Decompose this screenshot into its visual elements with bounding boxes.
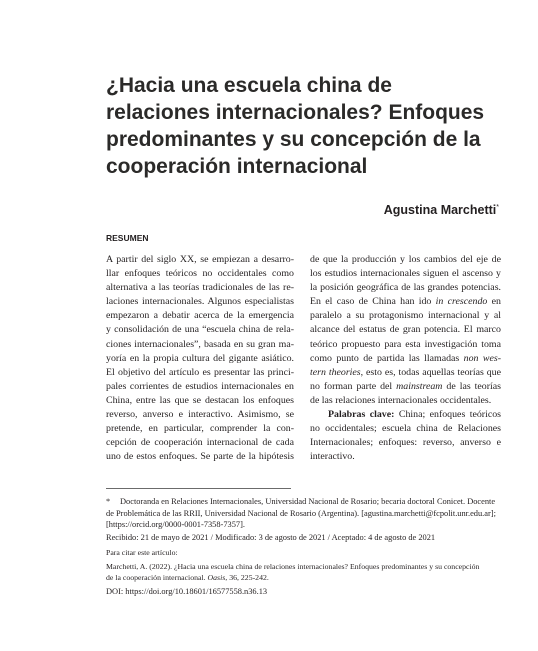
abstract-line: la posición geográfica de las grandes potencias.	[310, 282, 501, 294]
cite-label: Para citar este artículo:	[106, 548, 178, 557]
article-title	[106, 72, 506, 180]
abstract-line	[310, 295, 501, 309]
author-footnote	[106, 496, 503, 531]
keywords-text: China; enfoques teóricos	[394, 409, 501, 421]
text-run: , esto es, todas aquellas teorías que	[360, 366, 501, 378]
keywords-line: Internacionales; enfoques: reverso, anverso e	[310, 437, 501, 449]
abstract-line: de las relaciones internacionales occidentales.	[310, 394, 492, 406]
footnote-mark: *	[106, 497, 111, 506]
abstract-column-right	[310, 253, 501, 464]
keywords-line	[310, 408, 501, 422]
abstract-line: pretende, en particular, comprender la con-	[106, 423, 294, 435]
text-run: en	[487, 296, 501, 308]
title-line: cooperación internacional	[106, 155, 368, 178]
abstract-line	[310, 366, 501, 380]
abstract-line: alcance del estatus de gran potencia. El marco	[310, 324, 501, 336]
abstract-line: de que la producción y los cambios del eje de	[310, 254, 501, 265]
journal-name: Oasis	[207, 573, 226, 582]
abstract-line: ciones internacionales”, basada en su gran ma-	[106, 338, 294, 350]
footnote-line	[106, 496, 503, 508]
abstract-line	[310, 352, 501, 366]
italic-term: in crescendo	[435, 296, 488, 308]
abstract-heading: RESUMEN	[106, 233, 149, 243]
abstract-line: El objetivo del artículo es presentar las princi-	[106, 366, 294, 378]
abstract-line: teórico propuesto para esta investigación toma	[310, 338, 501, 350]
text-run: no forman parte del	[310, 380, 397, 392]
text-run: como punto de partida las llamadas	[310, 352, 464, 364]
citation-line: Marchetti, A. (2022). ¿Hacia una escuela china de relaciones internacionales? Enfoques predominantes y su concepción	[106, 562, 480, 571]
italic-term: mainstream	[396, 380, 443, 392]
keywords-line: no occidentales; escuela china de Relaciones	[310, 423, 501, 435]
abstract-line: reverso, anverso e interactivo. Asimismo, se	[106, 409, 294, 421]
abstract-line: empezaron a debatir acerca de la emergencia	[106, 310, 294, 322]
abstract-line: China, entre las que se destacan los enfoques	[106, 394, 294, 406]
footnote-line: [https://orcid.org/0000-0001-7358-7357].	[106, 520, 245, 529]
citation	[106, 561, 503, 583]
abstract-line: llar enfoques teóricos no occidentales como	[106, 268, 294, 280]
abstract-line: cepción de cooperación internacional de cada	[106, 437, 294, 449]
footnote-text: Doctoranda en Relaciones Internacionales, Universidad Nacional de Rosario; becaria doctoral Conicet. Docente	[120, 497, 496, 506]
author-footnote-mark: *	[496, 203, 499, 211]
dates-line: Recibido: 21 de mayo de 2021 / Modificado: 3 de agosto de 2021 / Aceptado: 4 de agosto de 2021	[106, 533, 436, 542]
title-line: relaciones internacionales? Enfoques	[106, 101, 485, 124]
italic-term: non wes-	[463, 352, 501, 364]
abstract-line: pales corrientes de estudios internacionales en	[106, 380, 294, 392]
abstract-line: y consolidación de una “escuela china de rela-	[106, 324, 294, 336]
abstract-line: uno de estos enfoques. Se parte de la hipótesis	[106, 451, 294, 463]
footnote-line: de Problemática de las RRII, Universidad Nacional de Rosario (Argentina). [agustina.marchetti@fcpolit.unr.edu.ar];	[106, 508, 496, 518]
abstract-line: laciones internacionales. Algunos especialistas	[106, 296, 294, 308]
keywords-line: interactivo.	[310, 451, 355, 463]
abstract-line: alternativa a las teorías tradicionales de las re-	[106, 282, 294, 294]
citation-line	[106, 572, 503, 583]
italic-term: tern theories	[310, 366, 361, 378]
doi-link[interactable]: DOI: https://doi.org/10.18601/16577558.n36.13	[106, 587, 268, 596]
text-run: de las teorías	[442, 380, 501, 392]
abstract-column-left	[106, 253, 294, 464]
abstract-line	[310, 380, 501, 394]
text-run: , 36, 225-242.	[225, 573, 269, 582]
author-byline	[384, 203, 499, 217]
title-line: predominantes y su concepción de la	[106, 128, 481, 151]
author-name: Agustina Marchetti	[383, 203, 497, 217]
abstract-line: paralelo a su protagonismo internacional y al	[310, 310, 501, 322]
keywords-label: Palabras clave:	[328, 409, 395, 421]
abstract-line: yoría en la propia cultura del gigante asiático.	[106, 352, 294, 364]
footnote-divider	[106, 488, 291, 489]
text-run: En el caso de China han ido	[310, 296, 436, 308]
text-run: de la cooperación internacional.	[106, 573, 208, 582]
title-line: ¿Hacia una escuela china de	[106, 74, 392, 97]
abstract-line: los estudios internacionales siguen el ascenso y	[310, 268, 501, 280]
abstract-line: A partir del siglo XX, se empiezan a desarro-	[106, 254, 294, 265]
